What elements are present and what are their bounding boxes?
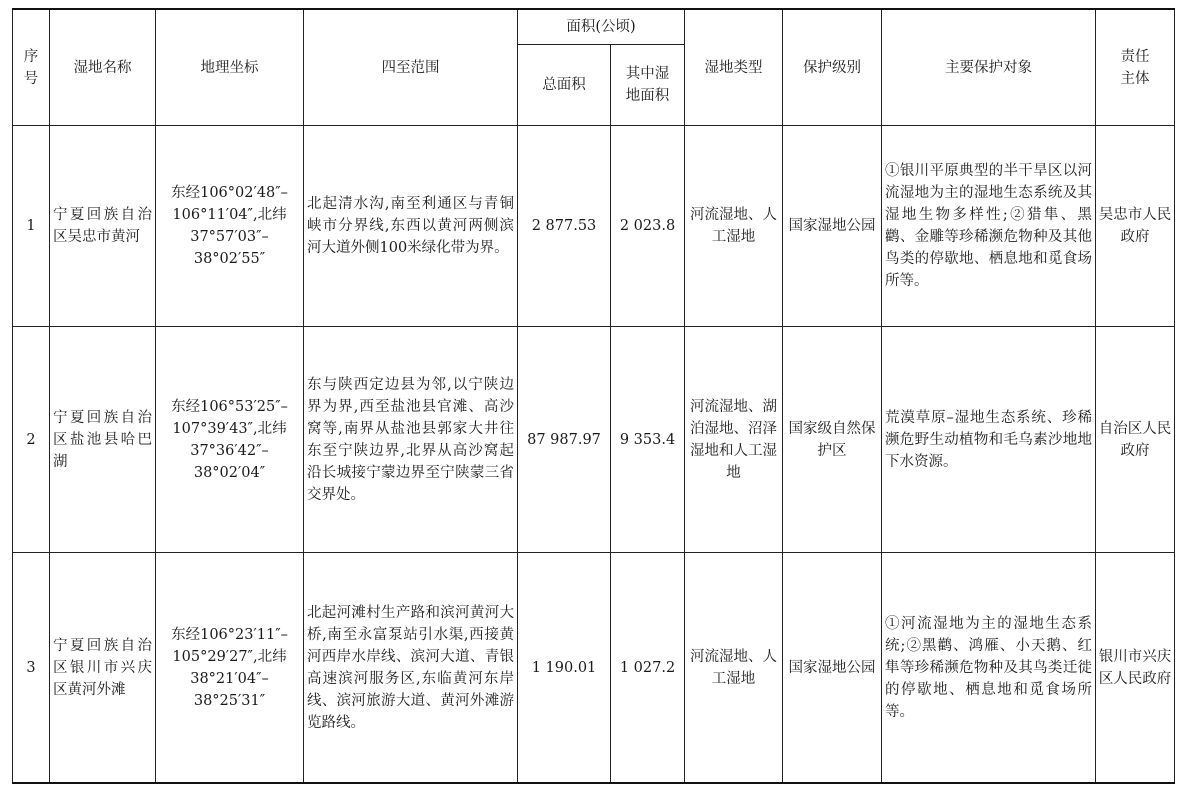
cell-name: 宁夏回族自治区银川市兴庆区黄河外滩 bbox=[50, 553, 156, 784]
cell-total-area: 2 877.53 bbox=[518, 126, 611, 327]
header-coords: 地理坐标 bbox=[156, 9, 304, 126]
header-level: 保护级别 bbox=[783, 9, 882, 126]
cell-level: 国家湿地公园 bbox=[783, 126, 882, 327]
cell-no: 1 bbox=[13, 126, 50, 327]
cell-total-area: 87 987.97 bbox=[518, 327, 611, 553]
cell-owner: 银川市兴庆区人民政府 bbox=[1096, 553, 1175, 784]
cell-bounds: 北起河滩村生产路和滨河黄河大桥,南至永富泵站引水渠,西接黄河西岸水岸线、滨河大道、青银高速滨河服务区,东临黄河东岸线、滨河旅游大道、黄河外滩游览路线。 bbox=[304, 553, 518, 784]
cell-level: 国家湿地公园 bbox=[783, 553, 882, 784]
cell-type: 河流湿地、人工湿地 bbox=[685, 126, 783, 327]
header-no: 序 号 bbox=[13, 9, 50, 126]
cell-type: 河流湿地、人工湿地 bbox=[685, 553, 783, 784]
header-objects: 主要保护对象 bbox=[882, 9, 1096, 126]
cell-total-area: 1 190.01 bbox=[518, 553, 611, 784]
header-type: 湿地类型 bbox=[685, 9, 783, 126]
cell-bounds: 北起清水沟,南至利通区与青铜峡市分界线,东西以黄河两侧滨河大道外侧100米绿化带为界。 bbox=[304, 126, 518, 327]
table-row bbox=[13, 553, 1175, 784]
cell-name: 宁夏回族自治区盐池县哈巴湖 bbox=[50, 327, 156, 553]
wetland-table bbox=[12, 8, 1175, 784]
table-row bbox=[13, 126, 1175, 327]
cell-objects: ①银川平原典型的半干旱区以河流湿地为主的湿地生态系统及其湿地生物多样性;②猎隼、黑鹳、金雕等珍稀濒危物种及其他鸟类的停歇地、栖息地和觅食场所等。 bbox=[882, 126, 1096, 327]
cell-coords: 东经106°23′11″–105°29′27″,北纬38°21′04″–38°25′31″ bbox=[156, 553, 304, 784]
cell-owner: 吴忠市人民政府 bbox=[1096, 126, 1175, 327]
header-total-area: 总面积 bbox=[518, 45, 611, 126]
cell-wetland-area: 2 023.8 bbox=[611, 126, 685, 327]
cell-wetland-area: 1 027.2 bbox=[611, 553, 685, 784]
cell-bounds: 东与陕西定边县为邻,以宁陕边界为界,西至盐池县官滩、高沙窝等,南界从盐池县郭家大井往东至宁陕边界,北界从高沙窝起沿长城接宁蒙边界至宁陕蒙三省交界处。 bbox=[304, 327, 518, 553]
cell-type: 河流湿地、湖泊湿地、沼泽湿地和人工湿地 bbox=[685, 327, 783, 553]
cell-objects: ①河流湿地为主的湿地生态系统;②黑鹳、鸿雁、小天鹅、红隼等珍稀濒危物种及其鸟类迁徙的停歇地、栖息地和觅食场所等。 bbox=[882, 553, 1096, 784]
cell-name: 宁夏回族自治区吴忠市黄河 bbox=[50, 126, 156, 327]
cell-coords: 东经106°53′25″–107°39′43″,北纬37°36′42″–38°02′04″ bbox=[156, 327, 304, 553]
header-owner: 责任 主体 bbox=[1096, 9, 1175, 126]
cell-coords: 东经106°02′48″–106°11′04″,北纬37°57′03″–38°02′55″ bbox=[156, 126, 304, 327]
cell-no: 3 bbox=[13, 553, 50, 784]
header-name: 湿地名称 bbox=[50, 9, 156, 126]
header-bounds: 四至范围 bbox=[304, 9, 518, 126]
cell-level: 国家级自然保护区 bbox=[783, 327, 882, 553]
cell-owner: 自治区人民政府 bbox=[1096, 327, 1175, 553]
cell-wetland-area: 9 353.4 bbox=[611, 327, 685, 553]
cell-no: 2 bbox=[13, 327, 50, 553]
header-wetland-area: 其中湿 地面积 bbox=[611, 45, 685, 126]
cell-objects: 荒漠草原–湿地生态系统、珍稀濒危野生动植物和毛乌素沙地地下水资源。 bbox=[882, 327, 1096, 553]
header-area-group: 面积(公顷) bbox=[518, 9, 685, 45]
table-row bbox=[13, 327, 1175, 553]
